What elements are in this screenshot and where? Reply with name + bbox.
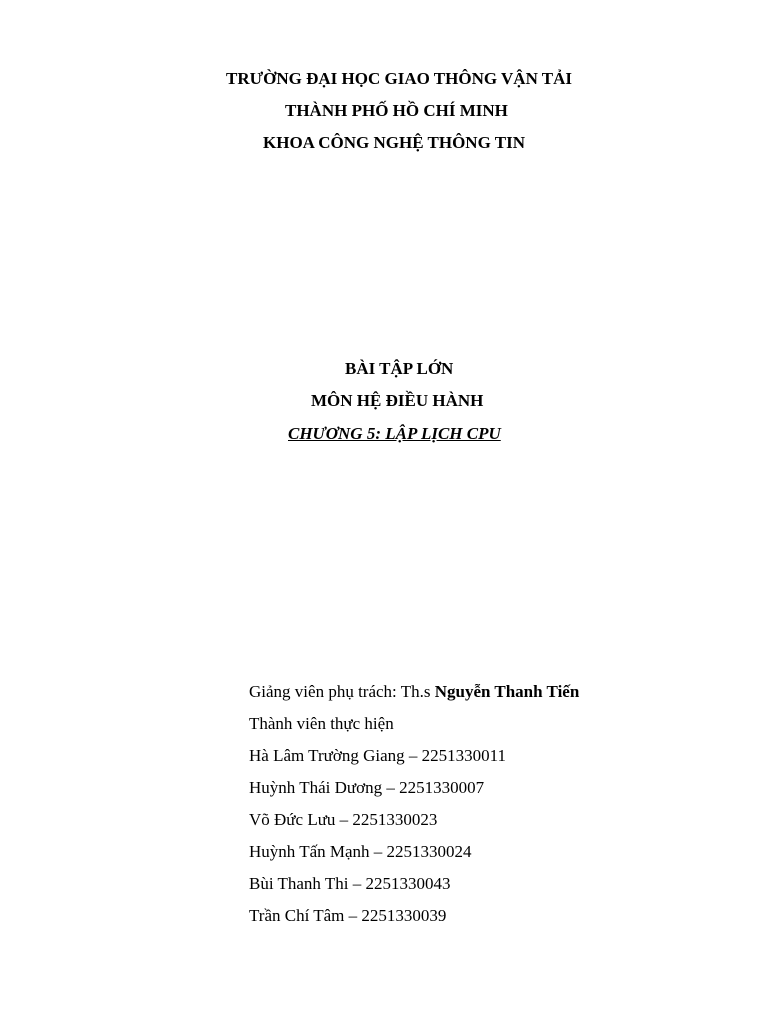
university-name: TRƯỜNG ĐẠI HỌC GIAO THÔNG VẬN TẢI [226, 69, 573, 88]
chapter-title: CHƯƠNG 5: LẬP LỊCH CPU [288, 424, 501, 443]
member-item: Huỳnh Tấn Mạnh – 2251330024 [249, 842, 472, 861]
subject-title: MÔN HỆ ĐIỀU HÀNH [311, 391, 484, 410]
lecturer-name: Nguyễn Thanh Tiến [434, 682, 580, 701]
member-item: Bùi Thanh Thi – 2251330043 [249, 874, 451, 893]
city-name: THÀNH PHỐ HỒ CHÍ MINH [285, 101, 508, 120]
lecturer-line [249, 682, 579, 702]
member-item: Hà Lâm Trường Giang – 2251330011 [249, 746, 506, 765]
assignment-title: BÀI TẬP LỚN [345, 359, 454, 378]
member-item: Trần Chí Tâm – 2251330039 [249, 906, 447, 925]
member-item: Huỳnh Thái Dương – 2251330007 [249, 778, 485, 797]
lecturer-label: Giảng viên phụ trách: Th.s [249, 682, 435, 701]
members-label: Thành viên thực hiện [249, 714, 394, 733]
member-item: Võ Đức Lưu – 2251330023 [249, 810, 438, 829]
faculty-name: KHOA CÔNG NGHỆ THÔNG TIN [263, 133, 525, 152]
